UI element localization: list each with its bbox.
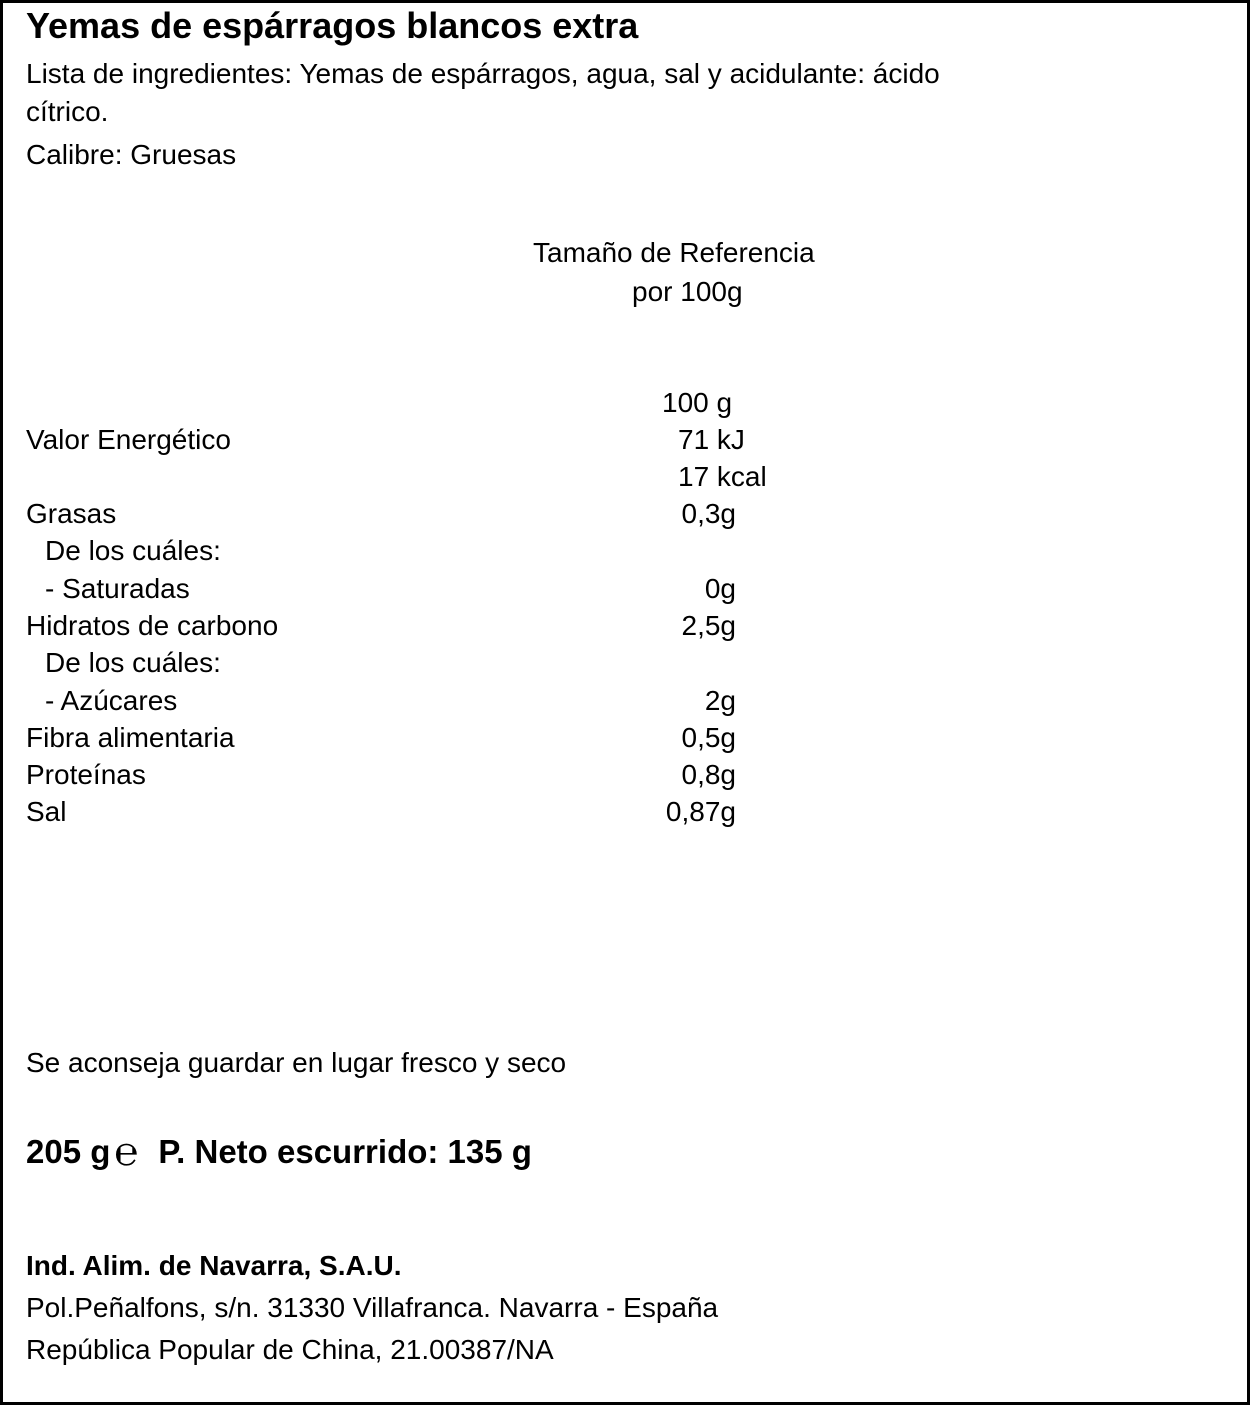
origin-registry: República Popular de China, 21.00387/NA: [26, 1334, 554, 1365]
ingredients-line-1: Lista de ingredientes: Yemas de espárragos, agua, sal y acidulante: ácido: [26, 58, 940, 89]
product-title: Yemas de espárragos blancos extra: [26, 5, 639, 46]
reference-size-line-1: Tamaño de Referencia: [533, 237, 815, 268]
caliber: Calibre: Gruesas: [26, 139, 237, 170]
manufacturer-name: Ind. Alim. de Navarra, S.A.U.: [26, 1250, 402, 1281]
nutrient-label-fat: Grasas: [26, 498, 117, 529]
drained-weight: P. Neto escurrido: 135 g: [158, 1133, 532, 1170]
nutrient-value-sugars: 2g: [704, 685, 736, 716]
nutrition-column-header: 100 g: [662, 387, 733, 418]
nutrient-value-salt: 0,87g: [665, 796, 736, 827]
nutrient-label-protein: Proteínas: [26, 759, 146, 790]
manufacturer-address: Pol.Peñalfons, s/n. 31330 Villafranca. Navarra - España: [26, 1292, 719, 1323]
nutrient-sublabel-of-which: De los cuáles:: [45, 535, 221, 566]
storage-advice: Se aconseja guardar en lugar fresco y seco: [26, 1047, 567, 1078]
nutrient-value-protein: 0,8g: [681, 759, 736, 790]
nutrient-label-saturated: - Saturadas: [45, 573, 190, 604]
ingredients-line-2: cítrico.: [26, 96, 109, 127]
nutrient-label-salt: Sal: [26, 796, 67, 827]
nutrient-label-carbohydrates: Hidratos de carbono: [26, 610, 279, 641]
nutrient-label-sugars: - Azúcares: [45, 685, 178, 716]
estimated-sign-icon: ℮: [114, 1129, 139, 1175]
nutrient-value-carbohydrates: 2,5g: [681, 610, 736, 641]
nutrient-value-saturated: 0g: [704, 573, 736, 604]
gross-weight: 205 g: [26, 1133, 111, 1170]
nutrient-value-fibre: 0,5g: [681, 722, 736, 753]
net-weight-line: [26, 1129, 532, 1175]
nutrient-value-fat: 0,3g: [681, 498, 736, 529]
energy-kcal-value: 17 kcal: [678, 461, 767, 492]
energy-label: Valor Energético: [26, 424, 231, 455]
nutrient-sublabel-of-which: De los cuáles:: [45, 647, 221, 678]
nutrient-label-fibre: Fibra alimentaria: [26, 722, 235, 753]
reference-size-line-2: por 100g: [632, 276, 743, 307]
energy-kj-value: 71 kJ: [678, 424, 745, 455]
